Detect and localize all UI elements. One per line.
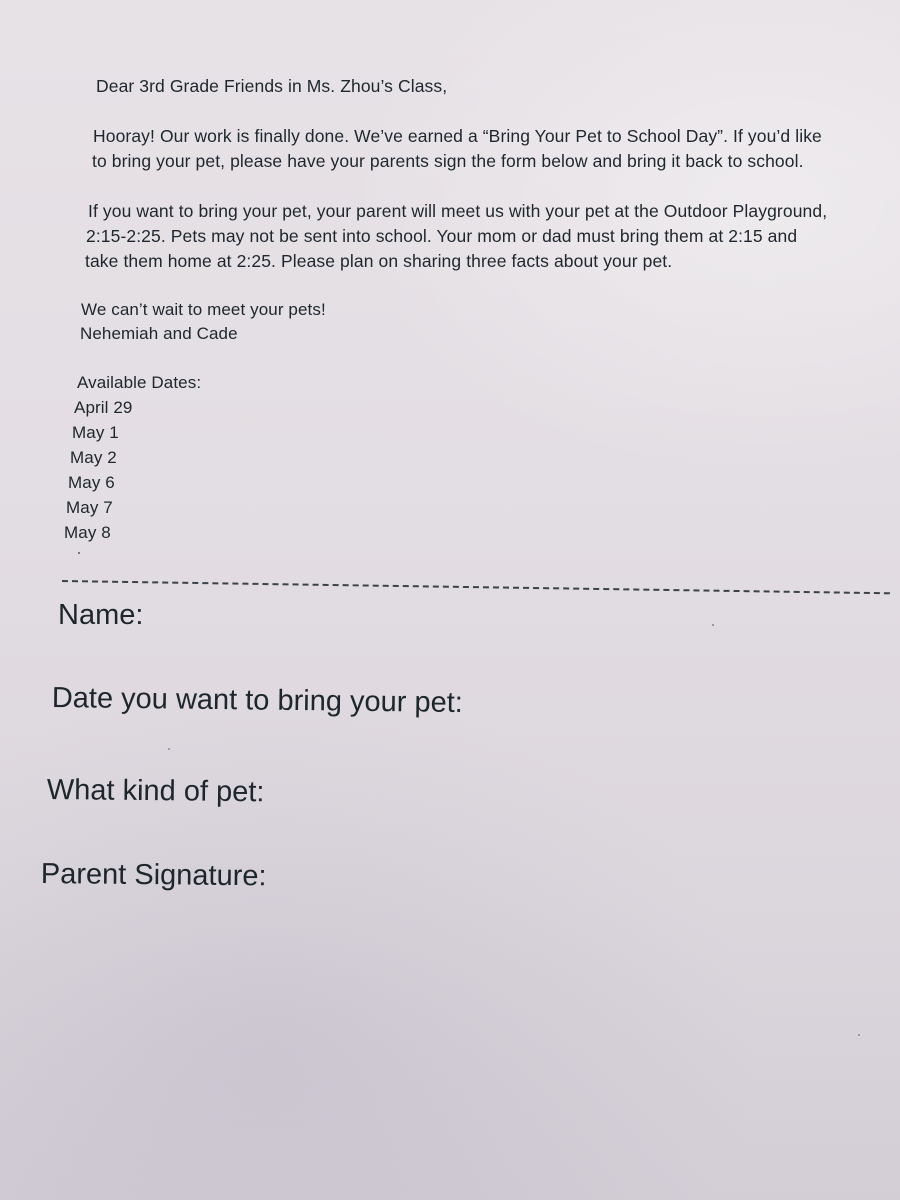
ink-dot [78,552,80,554]
paper-speck [858,1034,860,1036]
date-item: April 29 [74,398,133,417]
date-label: Date you want to bring your pet: [51,682,464,720]
paragraph1-line2: to bring your pet, please have your parents sign the form below and bring it back to school. [92,151,804,171]
cut-line-divider [62,580,890,594]
parent-signature-label: Parent Signature: [40,858,267,893]
paragraph1-line1: Hooray! Our work is finally done. We’ve earned a “Bring Your Pet to School Day”. If you’d like [93,126,822,146]
greeting: Dear 3rd Grade Friends in Ms. Zhou’s Class, [96,76,448,96]
date-item: May 1 [72,423,119,442]
name-label: Name: [58,599,144,631]
date-item: May 8 [64,523,111,542]
signature-names: Nehemiah and Cade [80,324,238,343]
date-item: May 2 [70,448,117,467]
available-dates-heading: Available Dates: [77,373,202,392]
date-item: May 6 [68,473,115,492]
paragraph2-line2: 2:15-2:25. Pets may not be sent into school. Your mom or dad must bring them at 2:15 and [86,226,798,246]
date-item: May 7 [66,498,113,517]
pet-kind-label: What kind of pet: [46,774,265,809]
closing-line: We can’t wait to meet your pets! [81,300,326,319]
paper-speck [168,748,170,750]
paragraph2-line3: take them home at 2:25. Please plan on sharing three facts about your pet. [85,251,673,271]
paper-speck [712,624,714,626]
paragraph2-line1: If you want to bring your pet, your parent will meet us with your pet at the Outdoor Playground, [88,201,828,221]
